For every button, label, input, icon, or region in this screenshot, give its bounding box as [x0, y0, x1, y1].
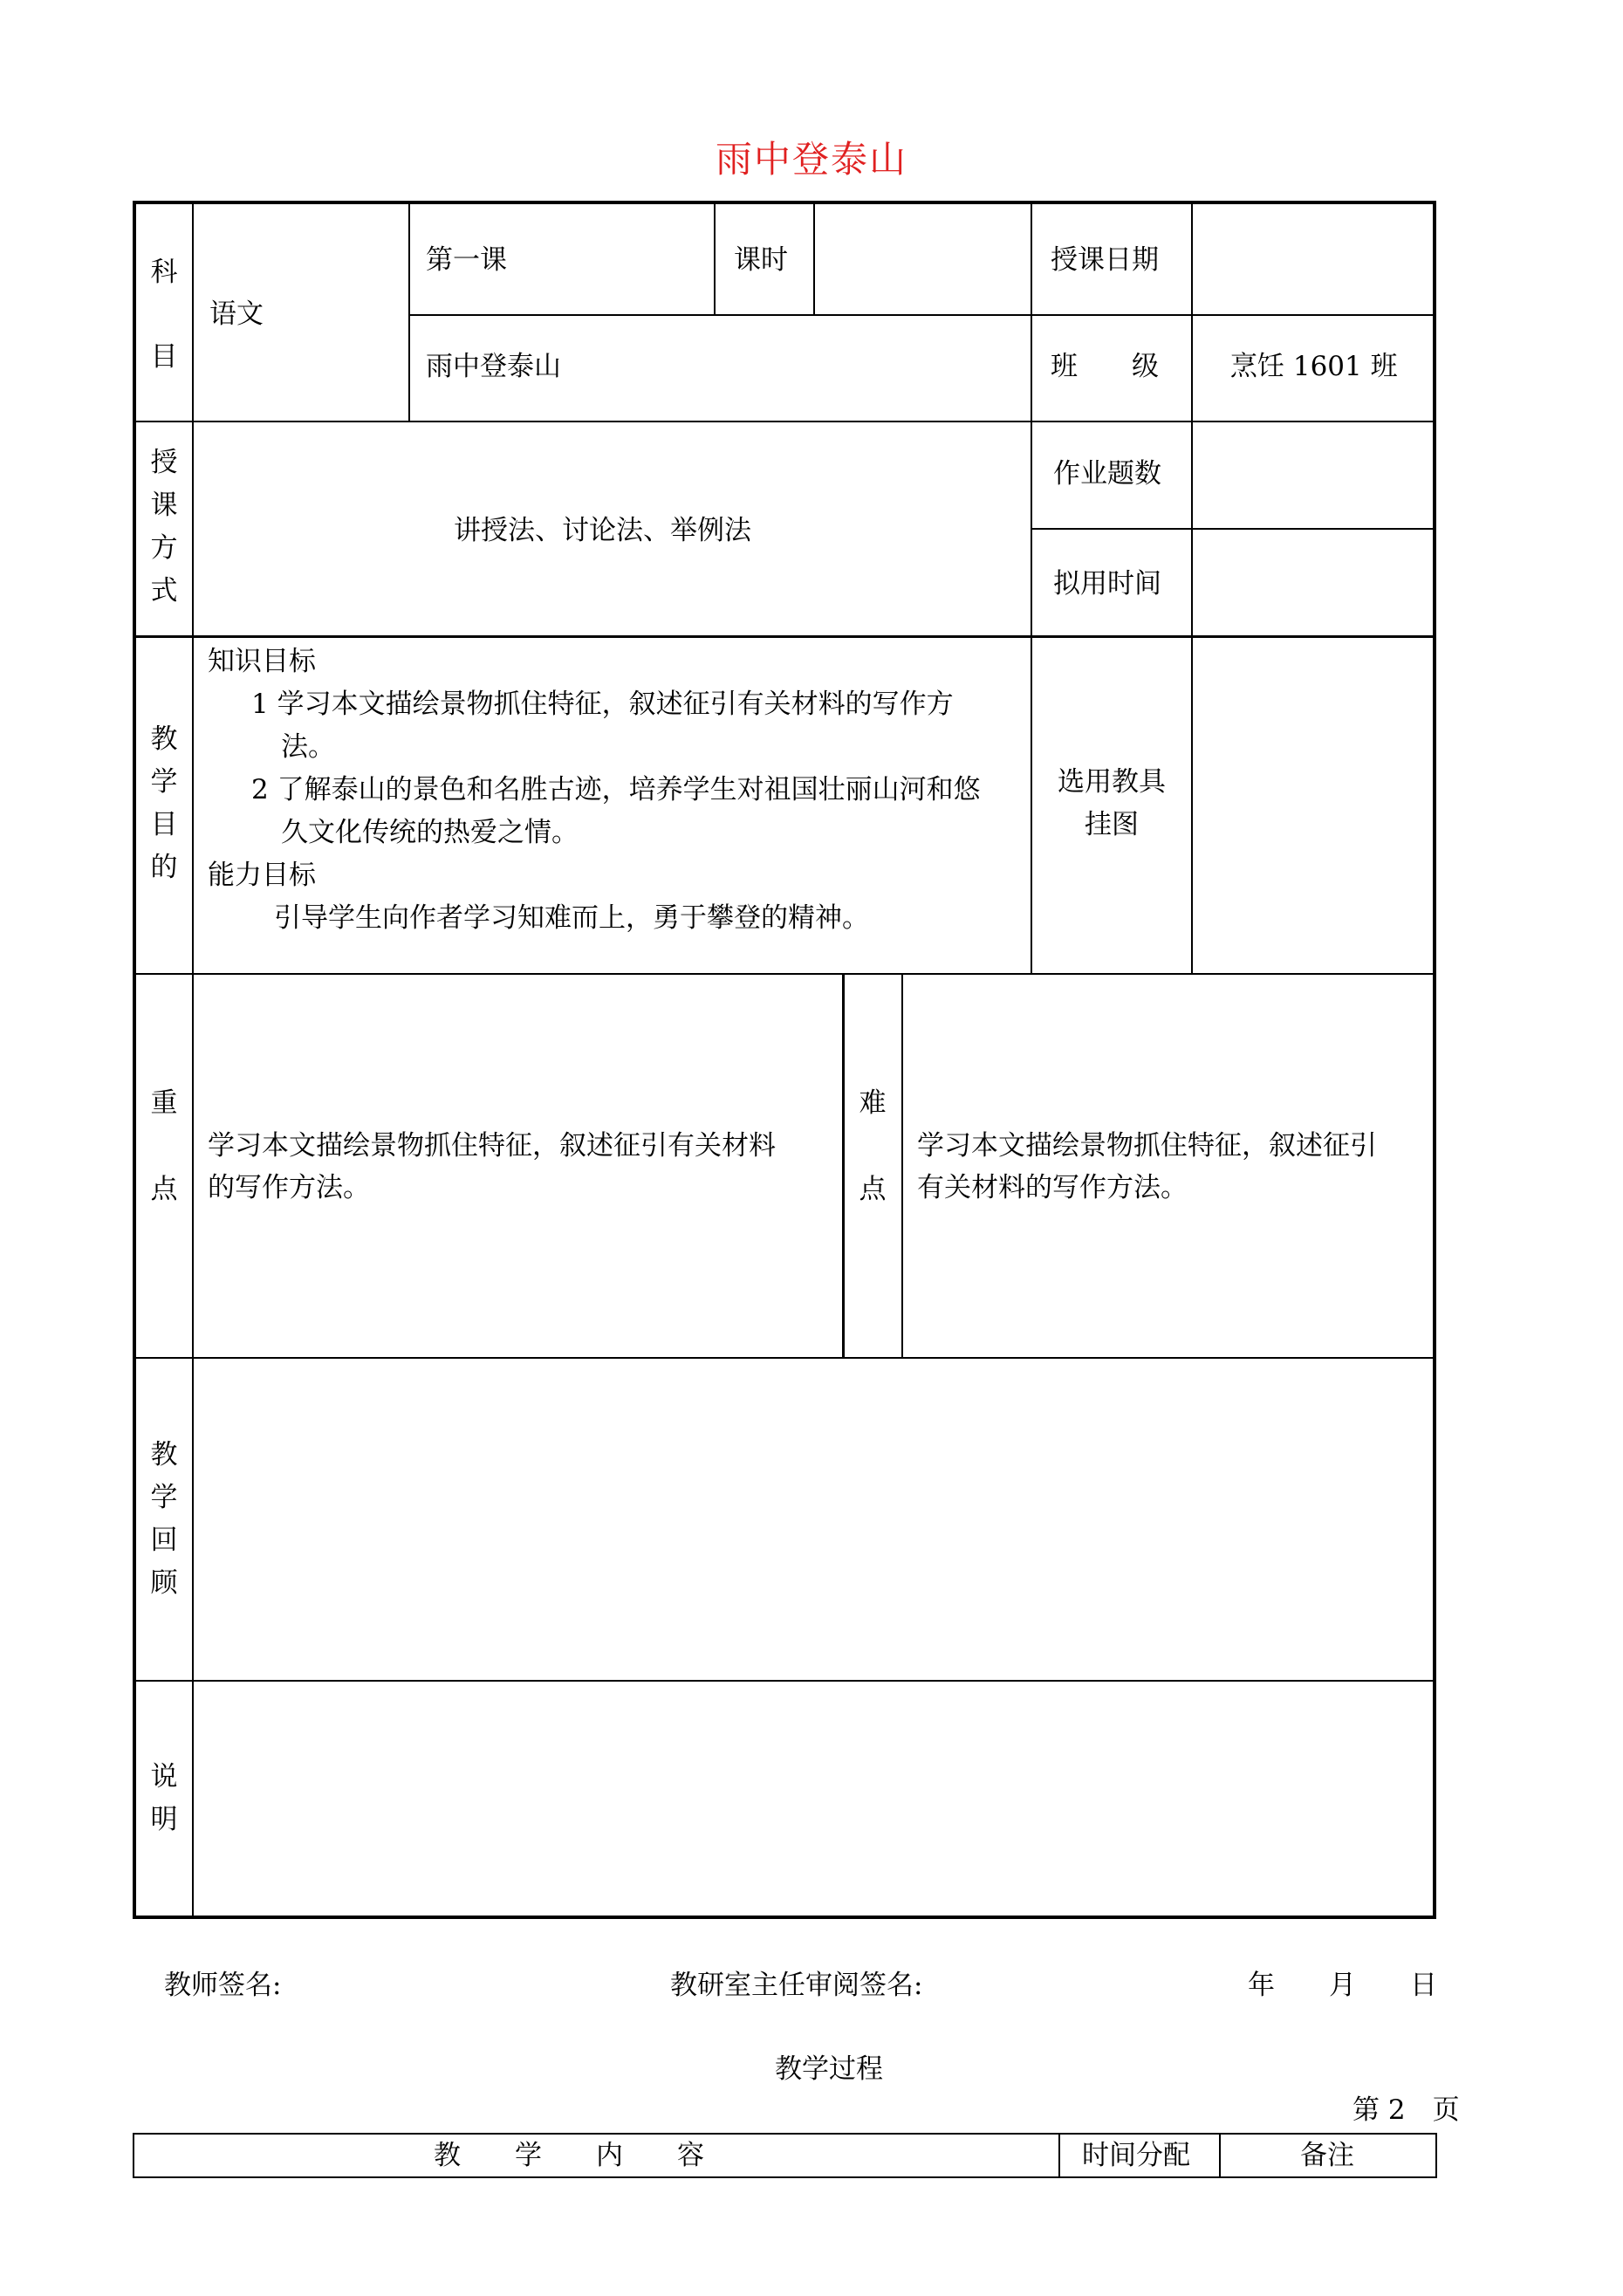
difficulty-line: 学习本文描绘景物抓住特征，叙述征引: [917, 1130, 1377, 1162]
subject-label-char: 科: [150, 257, 178, 288]
difficulty-value: [917, 1125, 1377, 1209]
process-col-content: 教 学 内 容: [434, 2140, 704, 2171]
method-value: 讲授法、讨论法、举例法: [454, 515, 751, 546]
subject-value: 语文: [209, 298, 264, 330]
date-label: 授课日期: [1051, 244, 1159, 276]
review-label-char: 顾: [150, 1567, 178, 1599]
goal-heading-knowledge: 知识目标: [208, 646, 316, 677]
review-label-char: 学: [150, 1482, 178, 1513]
page-number: 第 2 页: [1352, 2094, 1460, 2126]
lesson-title: 雨中登泰山: [426, 351, 561, 382]
class-label: 班 级: [1051, 351, 1159, 382]
tools-label: [1032, 761, 1191, 846]
notes-label: [136, 1756, 192, 1841]
director-signature: 教研室主任审阅签名:: [670, 1970, 923, 2001]
goal-label-char: 目: [150, 809, 178, 840]
key-point-label: [136, 1082, 192, 1211]
hours-label: 课时: [734, 244, 788, 276]
method-label-char: 课: [150, 490, 178, 521]
lesson-number: 第一课: [426, 244, 507, 276]
key-point-label-char: 重: [150, 1087, 178, 1119]
method-label-char: 方: [150, 532, 178, 564]
review-label-char: 教: [150, 1439, 178, 1470]
goal-label-char: 教: [150, 723, 178, 755]
process-col-note: 备注: [1300, 2140, 1354, 2171]
difficulty-label: [844, 1082, 901, 1211]
notes-label-char: 说: [150, 1761, 178, 1792]
goal-line: 久文化传统的热爱之情。: [281, 817, 579, 848]
method-label: [136, 442, 192, 613]
notes-label-char: 明: [150, 1804, 178, 1835]
method-label-char: 式: [150, 575, 178, 607]
tools-label-line: 挂图: [1085, 809, 1139, 840]
process-col-time: 时间分配: [1082, 2140, 1190, 2171]
key-point-line: 学习本文描绘景物抓住特征，叙述征引有关材料: [208, 1130, 776, 1162]
key-point-line: 的写作方法。: [208, 1172, 370, 1203]
teacher-signature: 教师签名:: [164, 1970, 282, 2001]
goal-label-char: 学: [150, 766, 178, 798]
tools-label-line: 选用教具: [1058, 766, 1166, 798]
subject-label: [136, 251, 192, 379]
goal-line: 法。: [281, 731, 335, 763]
time-label: 拟用时间: [1053, 568, 1161, 600]
difficulty-label-char: 难: [859, 1087, 887, 1119]
goal-heading-ability: 能力目标: [208, 860, 316, 891]
process-heading: 教学过程: [775, 2053, 883, 2085]
homework-label: 作业题数: [1053, 458, 1161, 490]
key-point-label-char: 点: [150, 1174, 178, 1205]
goal-line: 1 学习本文描绘景物抓住特征，叙述征引有关材料的写作方: [251, 689, 954, 720]
goal-label-char: 的: [150, 852, 178, 883]
document-title: 雨中登泰山: [715, 138, 907, 181]
method-label-char: 授: [150, 447, 178, 478]
goal-line: 2 了解泰山的景色和名胜古迹，培养学生对祖国壮丽山河和悠: [251, 774, 981, 805]
goal-line: 引导学生向作者学习知难而上，勇于攀登的精神。: [274, 902, 869, 934]
subject-label-char: 目: [150, 341, 178, 373]
difficulty-line: 有关材料的写作方法。: [917, 1172, 1188, 1203]
review-label: [136, 1434, 192, 1605]
signature-date: 年 月 日: [1248, 1970, 1437, 2001]
review-label-char: 回: [150, 1525, 178, 1556]
class-value: 烹饪 1601 班: [1230, 351, 1398, 382]
difficulty-label-char: 点: [859, 1174, 887, 1205]
key-point-value: [208, 1125, 776, 1209]
goal-label: [136, 718, 192, 889]
